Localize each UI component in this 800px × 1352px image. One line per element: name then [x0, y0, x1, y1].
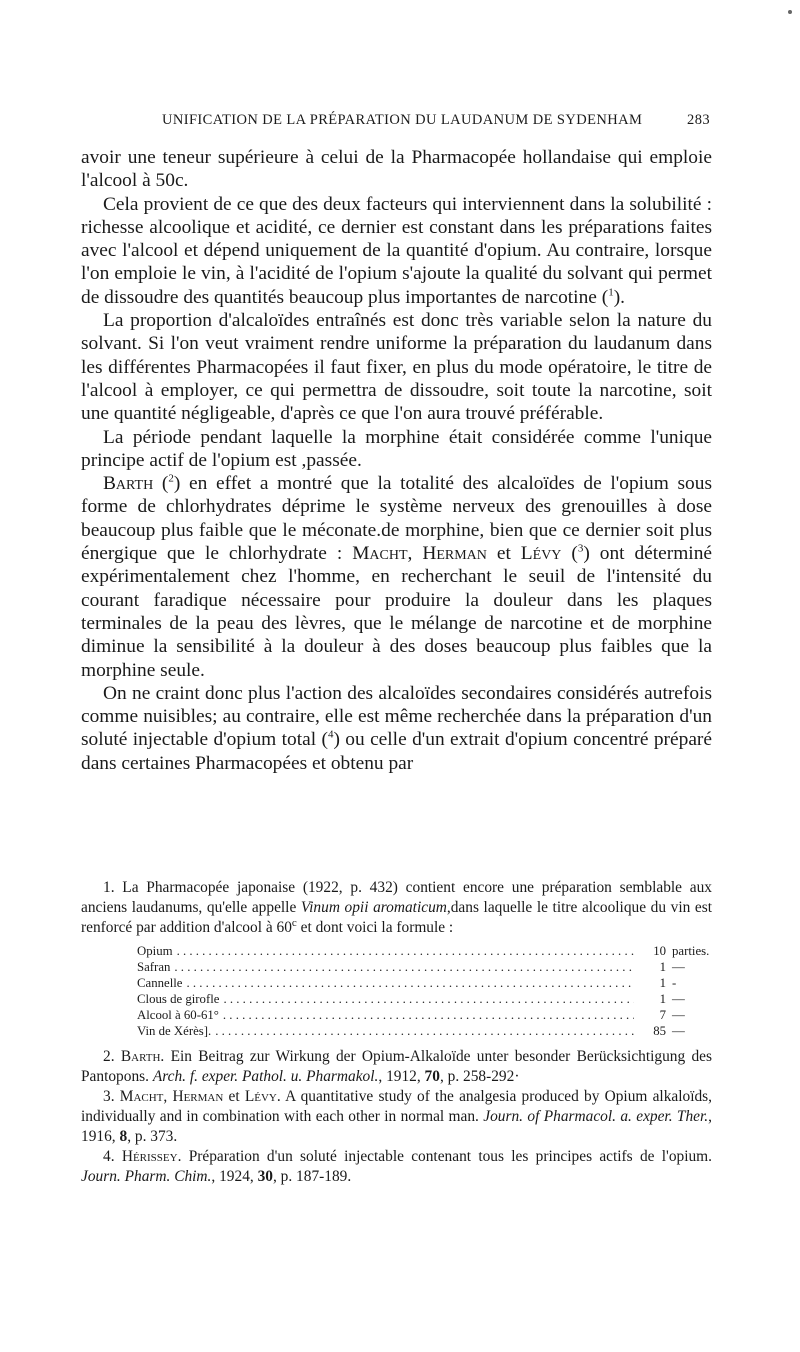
footnote-ref-2: 2 — [168, 472, 174, 485]
footnote-2-number: 2. — [103, 1048, 121, 1066]
recipe-table — [137, 943, 722, 1040]
authors-macht-herman: Macht, Herman — [352, 543, 487, 565]
footnote-2-pages: , p. 258-292· — [439, 1068, 520, 1086]
recipe-unit: — — [672, 992, 685, 1006]
footnotes — [81, 878, 712, 1187]
footnote-ref-3: 3 — [577, 542, 584, 555]
paragraph-2-end: ). — [613, 286, 625, 308]
recipe-quantity: 85 — [653, 1024, 666, 1039]
paragraph-2 — [81, 193, 712, 309]
footnote-3 — [81, 1087, 712, 1147]
paragraph-5: Barth ($^2$) en effet a montré que la totalité des alcaloïdes de l'opium sous forme de chlorhydrates déprime le système nerveux des grenouilles à dose beaucoup plus faible que le méconate.de morphine, bien que ce dernier soit plus énergique que le chlorhydrate : Macht, Herman et Lévy ($^3$) ont déterminé expérimentalement chez l'homme, en recherchant le seuil de l'intensité du courant faradique nécessaire pour produire la douleur dans les plaques terminales de la peau des lèvres, que le mélange de narcotine et de morphine diminue la sensibilité à la douleur à des doses beaucoup plus faibles que la morphine seule. — [81, 472, 712, 681]
footnote-3-et: et — [223, 1088, 245, 1106]
footnote-3-volume: 8 — [119, 1127, 128, 1145]
paragraph-6-end: ) ou celle d'un extrait d'opium concentré préparé dans certaines Pharmacopées et obtenu par — [81, 729, 712, 774]
footnote-3-year: , 1916, — [81, 1108, 712, 1145]
recipe-ingredient: Alcool à 60-61° — [137, 1008, 219, 1023]
footnote-4-volume: 30 — [257, 1167, 273, 1185]
leader-dots — [186, 975, 634, 991]
footnote-4-pages: , p. 187-189. — [272, 1167, 352, 1185]
footnote-2-year: , 1912, — [378, 1068, 425, 1086]
footnote-4-number: 4. — [103, 1147, 122, 1165]
footnote-3-pages: , p. 373. — [127, 1127, 178, 1145]
footnote-4-author: Hérissey — [121, 1147, 178, 1165]
scan-speck — [788, 10, 792, 14]
page-number: 283 — [687, 112, 710, 128]
recipe-ingredient: Opium — [137, 943, 173, 958]
footnote-1 — [81, 878, 712, 938]
recipe-quantity: 10 — [653, 943, 666, 958]
footnote-2-title: . Ein Beitrag zur Wirkung der Opium-Alkaloïde unter besonder Berücksichtigung des Pantopons. — [81, 1048, 713, 1086]
footnote-1-latin-name: Vinum opii aromaticum — [300, 898, 447, 916]
recipe-unit: parties. — [672, 943, 710, 958]
paragraph-4: La période pendant laquelle la morphine était considérée comme l'unique principe actif de l'opium est ,passée. — [81, 426, 712, 471]
recipe-unit: — — [672, 1024, 685, 1039]
paragraph-1: avoir une teneur supérieure à celui de la Pharmacopée hollandaise qui emploie l'alcool à 50c. — [81, 147, 712, 192]
footnote-1-text-2: ,dans laquelle le titre alcoolique du vin est renforcé par addition d'alcool à 60 — [81, 898, 712, 936]
footnote-3-title: . A quantitative study of the analgesia produced by Opium alkaloïds, individually and in combination with each other in normal man. — [81, 1088, 713, 1125]
footnote-4-title: . Préparation d'un soluté injectable contenant tous les principes actifs de l'opium. — [177, 1147, 712, 1165]
recipe-ingredient: Cannelle — [137, 975, 183, 990]
recipe-quantity: 7 — [659, 1008, 666, 1023]
footnote-3-authors: Macht, Herman — [119, 1088, 224, 1106]
footnote-2-journal: Arch. f. exper. Pathol. u. Pharmakol. — [152, 1068, 379, 1086]
paragraph-5-end: ont déterminé expérimentalement chez l'homme, en recherchant le seuil de l'intensité du courant faradique nécessaire pour produire la douleur dans les plaques terminales de la peau des lèvres, que le mélange de narcotine et de morphine diminue la sensibilité à la douleur à des doses beaucoup plus faibles que la morphine seule. — [81, 543, 712, 681]
paragraph-5-text: en effet a montré que la totalité des alcaloïdes de l'opium sous forme de chlorhydrates déprime le système nerveux des grenouilles à dose beaucoup plus faible que le méconate.de morphine, bien que ce dernier soit plus énergique que le chlorhydrate : — [81, 473, 712, 565]
conjunction-et: et — [486, 543, 521, 565]
recipe-row — [137, 991, 722, 1007]
footnote-3-number: 3. — [103, 1088, 120, 1106]
footnote-4-journal: Journ. Pharm. Chim. — [81, 1167, 212, 1185]
recipe-ingredient: Vin de Xérès]. — [137, 1024, 212, 1039]
recipe-ingredient: Safran — [137, 959, 171, 974]
recipe-unit: — — [672, 1008, 685, 1023]
recipe-row — [137, 959, 722, 975]
footnote-3-author-levy: Lévy — [244, 1088, 277, 1106]
running-header — [162, 112, 710, 129]
recipe-unit: — — [672, 959, 685, 974]
footnote-4-year: , 1924, — [211, 1167, 258, 1185]
recipe-row — [137, 1007, 722, 1023]
main-text — [81, 146, 712, 775]
leader-dots — [177, 943, 634, 959]
paragraph-3: La proportion d'alcaloïdes entraînés est donc très variable selon la nature du solvant. Si l'on veut vraiment rendre uniforme la préparation du laudanum dans les différentes Pharmacopées il faut fixer, en plus du mode opératoire, le titre de l'alcool à employer, ce qui permettra de dissoudre, soit toute la narcotine, soit une quantité négligeable, d'après ce que l'on aura trouvé préférable. — [81, 310, 712, 425]
running-title: UNIFICATION DE LA PRÉPARATION DU LAUDANUM DE SYDENHAM — [162, 112, 643, 128]
footnote-ref-4: 4 — [327, 728, 334, 741]
recipe-unit: - — [672, 975, 677, 990]
recipe-row — [137, 1023, 722, 1039]
footnote-2-author: Barth — [120, 1048, 161, 1066]
footnote-1-text-3: et dont voici la formule : — [296, 918, 454, 936]
footnote-ref-1: 1 — [608, 286, 614, 299]
footnote-4 — [81, 1147, 712, 1187]
paragraph-6 — [81, 682, 712, 775]
recipe-row — [137, 943, 722, 959]
footnote-2-volume: 70 — [424, 1068, 440, 1086]
recipe-quantity: 1 — [659, 975, 666, 990]
footnote-1-text: 1. La Pharmacopée japonaise (1922, p. 432) contient encore une préparation semblable aux anciens laudanums, qu'elle appelle — [81, 879, 712, 916]
recipe-row — [137, 975, 722, 991]
recipe-quantity: 1 — [659, 959, 666, 974]
leader-dots — [223, 991, 634, 1007]
paragraph-6-text: On ne craint donc plus l'action des alcaloïdes secondaires considérés autrefois comme nuisibles; au contraire, elle est même recherchée dans la préparation d'un soluté injectable d'opium total ( — [81, 682, 712, 751]
footnote-3-journal: Journ. of Pharmacol. a. exper. Ther. — [483, 1108, 709, 1125]
footnote-1-sup: c — [291, 916, 297, 929]
recipe-ingredient: Clous de girofle — [137, 992, 220, 1006]
footnote-2 — [81, 1047, 712, 1087]
leader-dots — [174, 959, 634, 975]
recipe-quantity: 1 — [659, 992, 666, 1006]
leader-dots — [215, 1023, 634, 1039]
author-barth: Barth — [103, 473, 154, 495]
leader-dots — [223, 1007, 634, 1023]
author-levy: Lévy — [520, 543, 562, 565]
paragraph-2-text: Cela provient de ce que des deux facteurs qui interviennent dans la solubilité : richesse alcoolique et acidité, ce dernier est constant dans les préparations faites avec l'alcool et dépend uniquement de la quantité d'opium. Au contraire, lorsque l'on emploie le vin, à l'acidité de l'opium s'ajoute la qualité du solvant qui permet de dissoudre des quantités beaucoup plus importantes de narcotine ( — [81, 193, 712, 308]
